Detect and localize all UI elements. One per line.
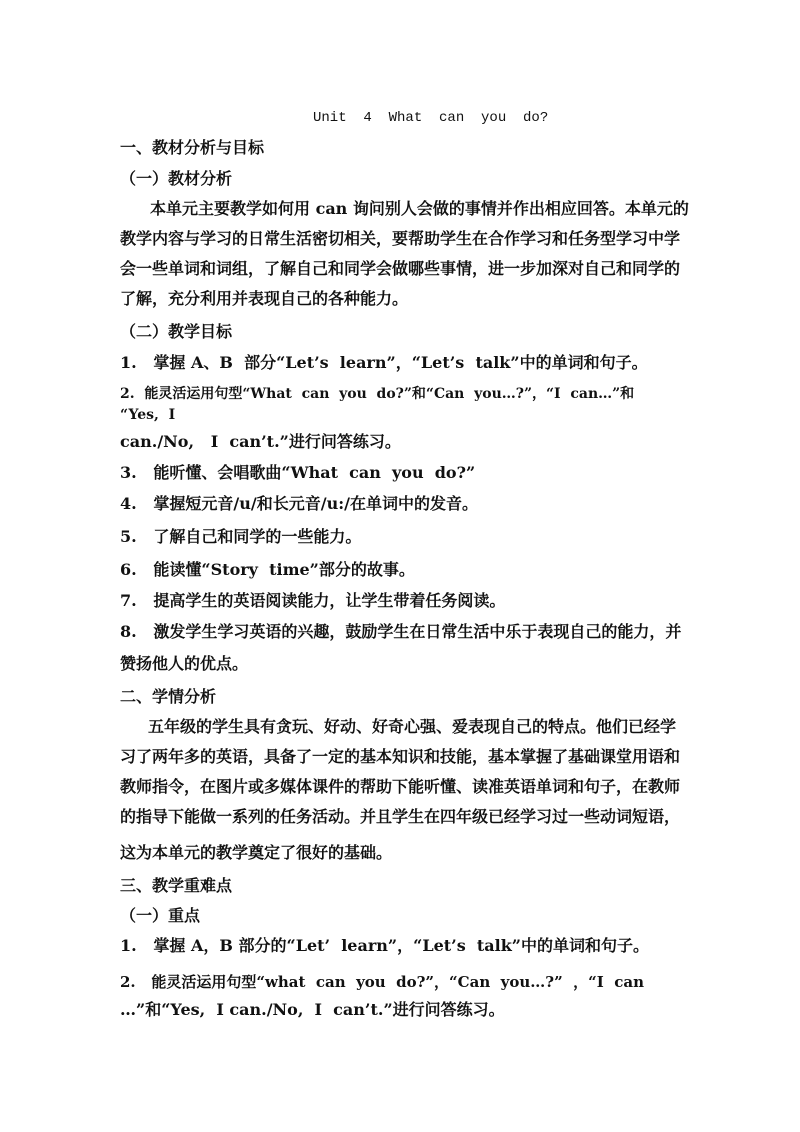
key-point-2: 2. 能灵活运用句型“what can you do?”，“Can you…?” ，“I can	[120, 973, 645, 991]
paragraph-line: 这为本单元的教学奠定了很好的基础。	[120, 843, 393, 862]
paragraph-line: 习了两年多的英语，具备了一定的基本知识和技能，基本掌握了基础课堂用语和	[120, 747, 681, 766]
goal-item-1: 1. 掌握 A、B 部分“Let’s learn”，“Let’s talk”中的单词和句子。	[120, 353, 648, 372]
goal-item-8: 8. 激发学生学习英语的兴趣，鼓励学生在日常生活中乐于表现自己的能力，并	[120, 622, 682, 641]
goal-item-2: 2. 能灵活运用句型“What can you do?”和“Can you…?”，“I can…”和	[120, 386, 635, 402]
key-point-1: 1. 掌握 A，B 部分的“Let’ learn”，“Let’s talk”中的单词和句子。	[120, 936, 649, 955]
paragraph-line: 五年级的学生具有贪玩、好动、好奇心强、爱表现自己的特点。他们已经学	[148, 717, 677, 736]
subsection-heading-1-1: （一）教材分析	[120, 169, 233, 188]
goal-item-6: 6. 能读懂“Story time”部分的故事。	[120, 560, 415, 579]
subsection-heading-3-1: （一）重点	[120, 906, 201, 925]
paragraph-line: 了解，充分利用并表现自己的各种能力。	[120, 289, 409, 308]
section-heading-1: 一、教材分析与目标	[120, 138, 265, 157]
paragraph-line: 的指导下能做一系列的任务活动。并且学生在四年级已经学习过一些动词短语，	[120, 807, 681, 826]
paragraph-line: 本单元主要教学如何用 can 询问别人会做的事情并作出相应回答。本单元的	[150, 199, 689, 218]
goal-item-3: 3. 能听懂、会唱歌曲“What can you do?”	[120, 463, 476, 482]
goal-item-2-continued: can./No, I can’t.”进行问答练习。	[120, 432, 401, 451]
key-point-2-continued: …”和“Yes, I can./No, I can’t.”进行问答练习。	[120, 1000, 505, 1019]
goal-item-2-continued: “Yes, I	[120, 407, 176, 423]
subsection-heading-1-2: （二）教学目标	[120, 322, 233, 341]
paragraph-line: 教学内容与学习的日常生活密切相关，要帮助学生在合作学习和任务型学习中学	[120, 229, 681, 248]
goal-item-8-continued: 赞扬他人的优点。	[120, 654, 249, 673]
section-heading-3: 三、教学重难点	[120, 876, 233, 895]
goal-item-5: 5. 了解自己和同学的一些能力。	[120, 527, 362, 546]
goal-item-7: 7. 提高学生的英语阅读能力，让学生带着任务阅读。	[120, 591, 506, 610]
paragraph-line: 会一些单词和词组，了解自己和同学会做哪些事情，进一步加深对自己和同学的	[120, 259, 681, 278]
document-title: Unit 4 What can you do?	[313, 110, 549, 126]
goal-item-4: 4. 掌握短元音/u/和长元音/u:/在单词中的发音。	[120, 494, 478, 513]
section-heading-2: 二、学情分析	[120, 687, 217, 706]
paragraph-line: 教师指令，在图片或多媒体课件的帮助下能听懂、读准英语单词和句子，在教师	[120, 777, 681, 796]
